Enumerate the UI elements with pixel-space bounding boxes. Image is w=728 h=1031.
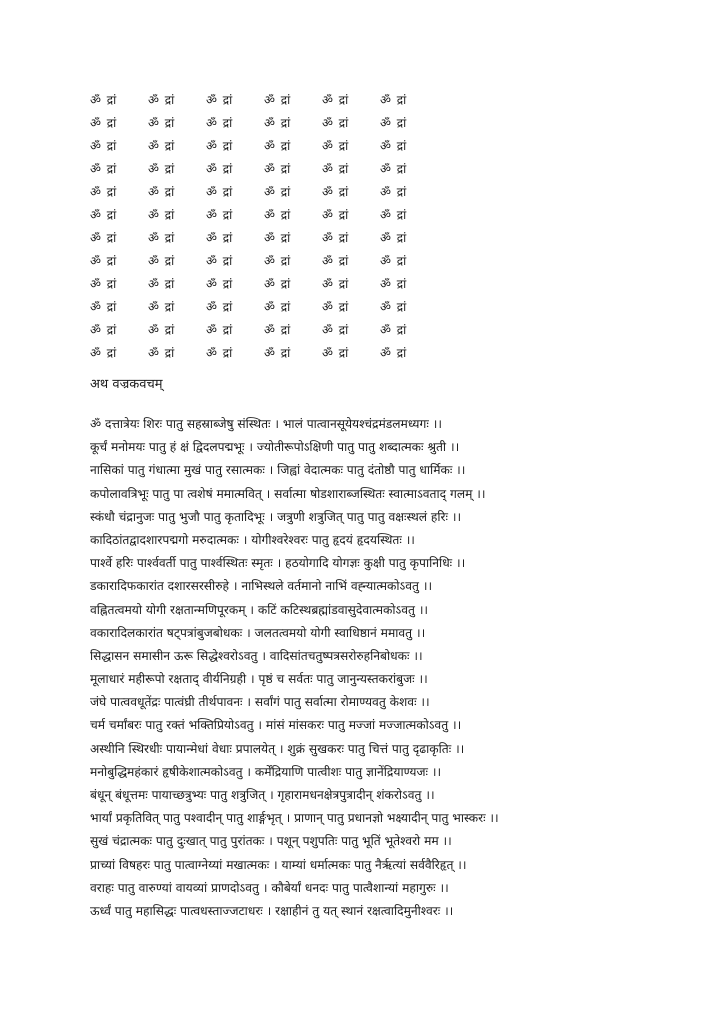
- mantra-text: ॐ द्रां: [148, 254, 176, 268]
- mantra-text: ॐ द्रां: [380, 323, 408, 337]
- mantra-text: ॐ द्रां: [380, 300, 408, 314]
- verse-line: मनोबुद्धिमहंकारं हृषीकेशात्मकोऽवतु । कर्मेंद्रियाणि पात्वीशः पातु ज्ञानेंद्रियाण्यजः ।।: [90, 764, 442, 779]
- mantra-text: ॐ द्रां: [206, 323, 234, 337]
- verse-line: मूलाधारं महीरूपो रक्षताद् वीर्यनिग्रही । पृष्ठं च सर्वतः पातु जानुन्यस्तकरांबुजः ।।: [90, 672, 428, 687]
- mantra-text: ॐ द्रां: [380, 254, 408, 268]
- verse-line: ऊर्ध्वं पातु महासिद्धः पात्वधस्ताज्जटाधरः । रक्षाहीनं तु यत् स्थानं रक्षत्वादिमुनीश्वरः ।।: [90, 903, 454, 918]
- mantra-text: ॐ द्रां: [90, 116, 118, 130]
- mantra-text: ॐ द्रां: [380, 93, 408, 107]
- mantra-text: ॐ द्रां: [264, 277, 292, 291]
- mantra-row: [90, 295, 438, 318]
- mantra-text: ॐ द्रां: [90, 162, 118, 176]
- section-heading: अथ वज्रकवचम्: [90, 377, 163, 392]
- mantra-text: ॐ द्रां: [90, 254, 118, 268]
- mantra-text: ॐ द्रां: [148, 231, 176, 245]
- mantra-text: ॐ द्रां: [148, 346, 176, 360]
- verse-line: सुखं चंद्रात्मकः पातु दुःखात् पातु पुरांतकः । पशून् पशुपतिः पातु भूतिं भूतेश्वरो मम ।।: [90, 834, 452, 849]
- mantra-text: ॐ द्रां: [380, 346, 408, 360]
- mantra-text: ॐ द्रां: [148, 277, 176, 291]
- verse-line: चर्म चर्मांबरः पातु रक्तं भक्तिप्रियोऽवतु । मांसं मांसकरः पातु मज्जां मज्जात्मकोऽवतु ।।: [90, 718, 462, 733]
- mantra-text: ॐ द्रां: [206, 185, 234, 199]
- mantra-text: ॐ द्रां: [264, 139, 292, 153]
- mantra-text: ॐ द्रां: [90, 231, 118, 245]
- mantra-row: [90, 203, 438, 226]
- mantra-text: ॐ द्रां: [90, 139, 118, 153]
- mantra-text: ॐ द्रां: [206, 254, 234, 268]
- verse-line: पार्श्वे हरिः पार्श्ववर्ती पातु पार्श्वस्थितः स्मृतः । हठयोगादि योगज्ञः कुक्षी पातु कृपानिधिः ।।: [90, 556, 466, 571]
- mantra-text: ॐ द्रां: [322, 346, 350, 360]
- verse-line: कपोलावत्रिभूः पातु पा त्वशेषं ममात्मवित् । सर्वात्मा षोडशाराब्जस्थितः स्वात्माऽवताद् गलम् ।।: [90, 486, 486, 501]
- mantra-text: ॐ द्रां: [322, 162, 350, 176]
- mantra-text: ॐ द्रां: [322, 277, 350, 291]
- verse-line: वराहः पातु वारुण्यां वायव्यां प्राणदोऽवतु । कौबेर्यां धनदः पातु पात्वैशान्यां महागुरुः ।।: [90, 880, 449, 895]
- mantra-row: [90, 249, 438, 272]
- mantra-text: ॐ द्रां: [380, 139, 408, 153]
- mantra-text: ॐ द्रां: [380, 231, 408, 245]
- mantra-text: ॐ द्रां: [206, 116, 234, 130]
- mantra-text: ॐ द्रां: [90, 277, 118, 291]
- verse-block: [90, 413, 720, 923]
- mantra-text: ॐ द्रां: [264, 93, 292, 107]
- verse-line: नासिकां पातु गंधात्मा मुखं पातु रसात्मकः । जिह्वां वेदात्मकः पातु दंतोष्ठौ पातु धार्मिकः ।।: [90, 463, 466, 478]
- mantra-text: ॐ द्रां: [148, 93, 176, 107]
- mantra-text: ॐ द्रां: [322, 139, 350, 153]
- mantra-text: ॐ द्रां: [90, 300, 118, 314]
- mantra-row: [90, 341, 438, 364]
- mantra-row: [90, 134, 438, 157]
- mantra-text: ॐ द्रां: [264, 162, 292, 176]
- mantra-text: ॐ द्रां: [322, 116, 350, 130]
- mantra-text: ॐ द्रां: [322, 185, 350, 199]
- mantra-text: ॐ द्रां: [380, 277, 408, 291]
- verse-line: वह्नितत्वमयो योगी रक्षतान्मणिपूरकम् । कटिं कटिस्थब्रह्मांडवासुदेवात्मकोऽवतु ।।: [90, 602, 429, 617]
- mantra-text: ॐ द्रां: [322, 93, 350, 107]
- mantra-text: ॐ द्रां: [264, 346, 292, 360]
- mantra-text: ॐ द्रां: [380, 162, 408, 176]
- mantra-text: ॐ द्रां: [206, 208, 234, 222]
- mantra-text: ॐ द्रां: [322, 300, 350, 314]
- mantra-text: ॐ द्रां: [90, 93, 118, 107]
- verse-line: ॐ दत्तात्रेयः शिरः पातु सहस्राब्जेषु संस्थितः । भालं पात्वानसूयेयश्चंद्रमंडलमध्यगः ।।: [90, 417, 442, 431]
- mantra-text: ॐ द्रां: [206, 231, 234, 245]
- mantra-text: ॐ द्रां: [322, 208, 350, 222]
- verse-line: सिद्धासन समासीन ऊरू सिद्धेश्वरोऽवतु । वादिसांतचतुष्पत्रसरोरुहनिबोधकः ।।: [90, 648, 423, 663]
- verse-line: कादिठांतद्वादशारपद्मगो मरुदात्मकः । योगीश्वरेश्वरः पातु हृदयं हृदयस्थितः ।।: [90, 532, 415, 547]
- mantra-text: ॐ द्रां: [148, 139, 176, 153]
- verse-line: बंधून् बंधूत्तमः पायाच्छत्रुभ्यः पातु शत्रुजित् । गृहारामधनक्षेत्रपुत्रादीन् शंकरोऽवतु ।।: [90, 788, 435, 802]
- mantra-text: ॐ द्रां: [90, 185, 118, 199]
- mantra-text: ॐ द्रां: [264, 231, 292, 245]
- mantra-text: ॐ द्रां: [148, 116, 176, 130]
- verse-line: स्कंधौ चंद्रानुजः पातु भुजौ पातु कृतादिभूः । जत्रुणी शत्रुजित् पातु पातु वक्षःस्थलं हरिः ।।: [90, 509, 462, 524]
- mantra-text: ॐ द्रां: [206, 162, 234, 176]
- mantra-text: ॐ द्रां: [90, 323, 118, 337]
- mantra-text: ॐ द्रां: [322, 254, 350, 268]
- mantra-text: ॐ द्रां: [148, 185, 176, 199]
- verse-line: कूर्चं मनोमयः पातु हं क्षं द्विदलपद्मभूः । ज्योतीरूपोऽक्षिणी पातु पातु शब्दात्मकः श्रुती ।।: [90, 440, 460, 455]
- mantra-row: [90, 111, 438, 134]
- verse-line: वकारादिलकारांत षट्पत्रांबुजबोधकः । जलतत्वमयो योगी स्वाधिष्ठानं ममावतु ।।: [90, 625, 426, 640]
- mantra-text: ॐ द्रां: [380, 208, 408, 222]
- mantra-text: ॐ द्रां: [264, 185, 292, 199]
- mantra-text: ॐ द्रां: [90, 208, 118, 222]
- mantra-text: ॐ द्रां: [148, 208, 176, 222]
- mantra-text: ॐ द्रां: [264, 116, 292, 130]
- verse-line: भार्यां प्रकृतिवित् पातु पश्वादीन् पातु शार्ङ्गभृत् । प्राणान् पातु प्रधानज्ञो भक्ष्यादीन् पातु भास्करः ।।: [90, 811, 499, 826]
- mantra-row: [90, 180, 438, 203]
- mantra-text: ॐ द्रां: [148, 300, 176, 314]
- mantra-text: ॐ द्रां: [206, 277, 234, 291]
- mantra-text: ॐ द्रां: [206, 139, 234, 153]
- mantra-text: ॐ द्रां: [206, 346, 234, 360]
- mantra-text: ॐ द्रां: [264, 300, 292, 314]
- verse-line: प्राच्यां विषहरः पातु पात्वाग्नेय्यां मखात्मकः । याम्यां धर्मात्मकः पातु नैर्ऋत्यां सर्ववैरिहृत् ।।: [90, 857, 467, 872]
- mantra-row: [90, 157, 438, 180]
- mantra-row: [90, 318, 438, 341]
- mantra-text: ॐ द्रां: [264, 208, 292, 222]
- mantra-text: ॐ द्रां: [380, 185, 408, 199]
- mantra-text: ॐ द्रां: [90, 346, 118, 360]
- mantra-text: ॐ द्रां: [148, 162, 176, 176]
- verse-line: अस्थीनि स्थिरधीः पायान्मेधां वेधाः प्रपालयेत् । शुक्रं सुखकरः पातु चित्तं पातु दृढाकृतिः ।।: [90, 741, 465, 756]
- mantra-text: ॐ द्रां: [206, 300, 234, 314]
- mantra-text: ॐ द्रां: [148, 323, 176, 337]
- mantra-grid: [90, 88, 438, 364]
- verse-line: जंघे पात्ववधूतेंद्रः पात्वंघ्री तीर्थपावनः । सर्वांगं पातु सर्वात्मा रोमाण्यवतु केशवः ।।: [90, 695, 430, 710]
- mantra-row: [90, 88, 438, 111]
- verse-line: डकारादिफकारांत दशारसरसीरुहे । नाभिस्थले वर्तमानो नाभिं वह्न्यात्मकोऽवतु ।।: [90, 579, 433, 594]
- mantra-text: ॐ द्रां: [380, 116, 408, 130]
- mantra-text: ॐ द्रां: [264, 254, 292, 268]
- mantra-text: ॐ द्रां: [264, 323, 292, 337]
- mantra-row: [90, 272, 438, 295]
- mantra-text: ॐ द्रां: [322, 231, 350, 245]
- mantra-row: [90, 226, 438, 249]
- mantra-text: ॐ द्रां: [322, 323, 350, 337]
- mantra-text: ॐ द्रां: [206, 93, 234, 107]
